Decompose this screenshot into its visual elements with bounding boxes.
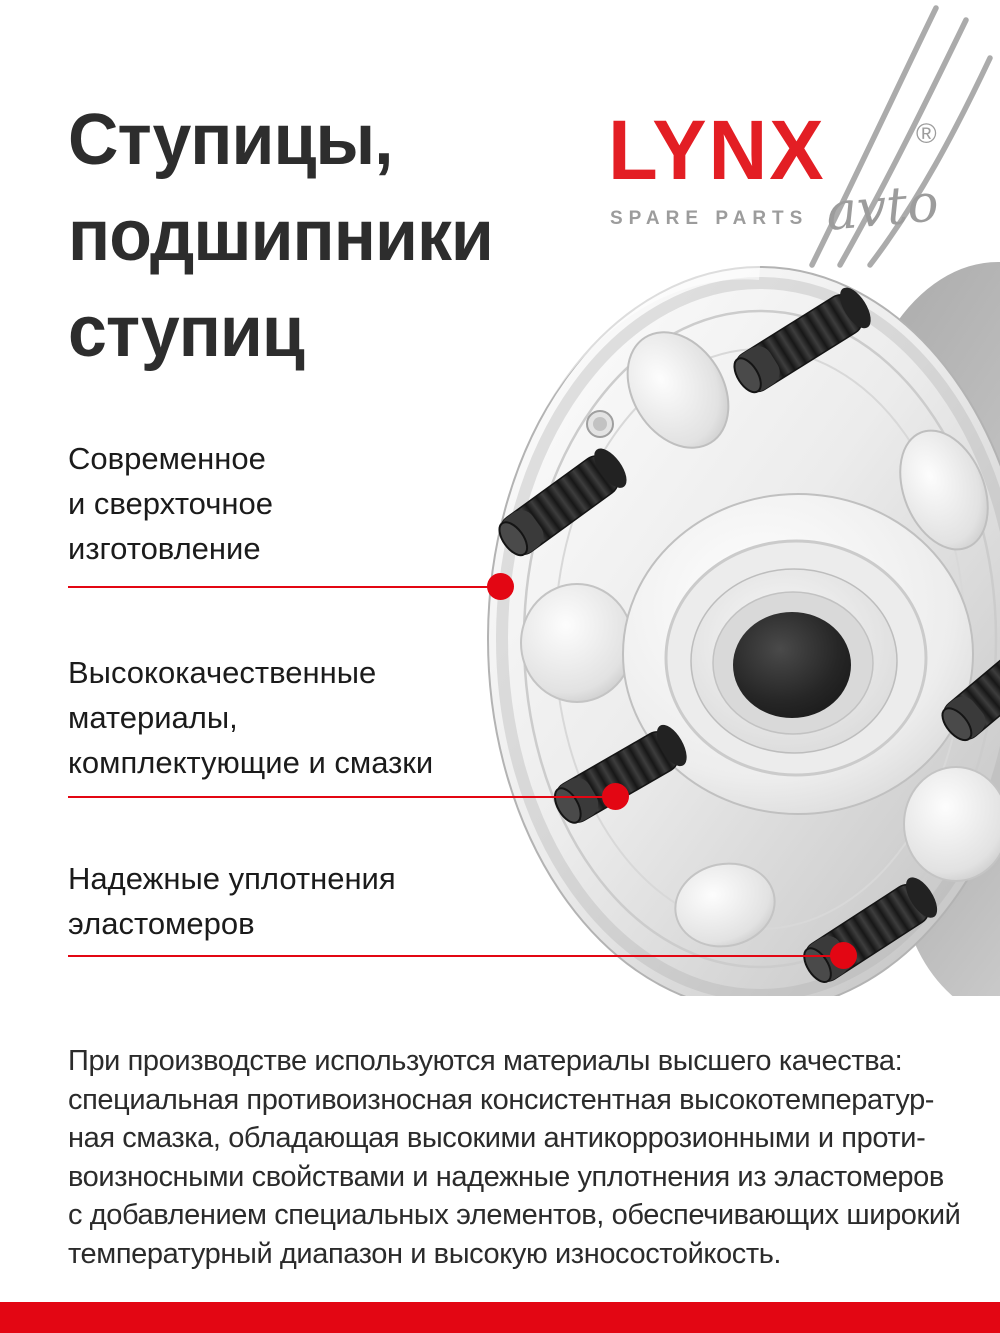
feature-line: материалы, — [68, 700, 238, 735]
description-line: температурный диапазон и высокую износостойкость. — [68, 1237, 782, 1270]
title-line: ступиц — [68, 292, 304, 372]
lynx-logo — [600, 20, 1000, 265]
feature-line: и сверхточное — [68, 486, 273, 521]
feature-quality-materials — [68, 650, 433, 785]
pointer-dot — [830, 942, 857, 969]
feature-line: Современное — [68, 441, 266, 476]
pointer-line — [68, 796, 616, 798]
description-paragraph — [68, 1042, 960, 1273]
logo-subtitle: SPARE PARTS — [610, 208, 809, 229]
description-line: ная смазка, обладающая высокими антикоррозионными и проти- — [68, 1122, 926, 1154]
feature-line: изготовление — [68, 531, 261, 566]
feature-reliable-seals — [68, 856, 396, 946]
wheel-hub-photo — [478, 262, 1000, 996]
description-line: с добавлением специальных элементов, обеспечивающих широкий — [68, 1199, 961, 1231]
flange-hole — [521, 584, 633, 702]
pointer-line — [68, 586, 501, 588]
title-line: Ступицы, — [68, 100, 393, 180]
hub-center-bore — [733, 612, 851, 718]
feature-line: комплектующие и смазки — [68, 745, 434, 780]
description-line: воизносными свойствами и надежные уплотнения из эластомеров — [68, 1160, 944, 1193]
wheel-hub-illustration — [478, 262, 1000, 996]
lynx-wordmark: LYNX — [608, 103, 826, 197]
feature-line: Надежные уплотнения — [68, 861, 396, 896]
pointer-dot — [602, 783, 629, 810]
registered-trademark-icon: ® — [916, 118, 937, 149]
footer-accent-bar — [0, 1302, 1000, 1333]
pointer-dot — [487, 573, 514, 600]
feature-line: эластомеров — [68, 906, 255, 941]
feature-line: Высококачественные — [68, 655, 377, 690]
pointer-line — [68, 955, 844, 957]
feature-modern-manufacturing — [68, 436, 273, 571]
description-line: При производстве используются материалы высшего качества: — [68, 1045, 903, 1077]
title-line: подшипники — [68, 196, 493, 276]
flange-hole — [904, 767, 1000, 881]
logo-script-avto: avto — [823, 173, 941, 243]
description-line: специальная противоизносная консистентная высокотемператур- — [68, 1083, 935, 1116]
page-title — [68, 92, 493, 380]
